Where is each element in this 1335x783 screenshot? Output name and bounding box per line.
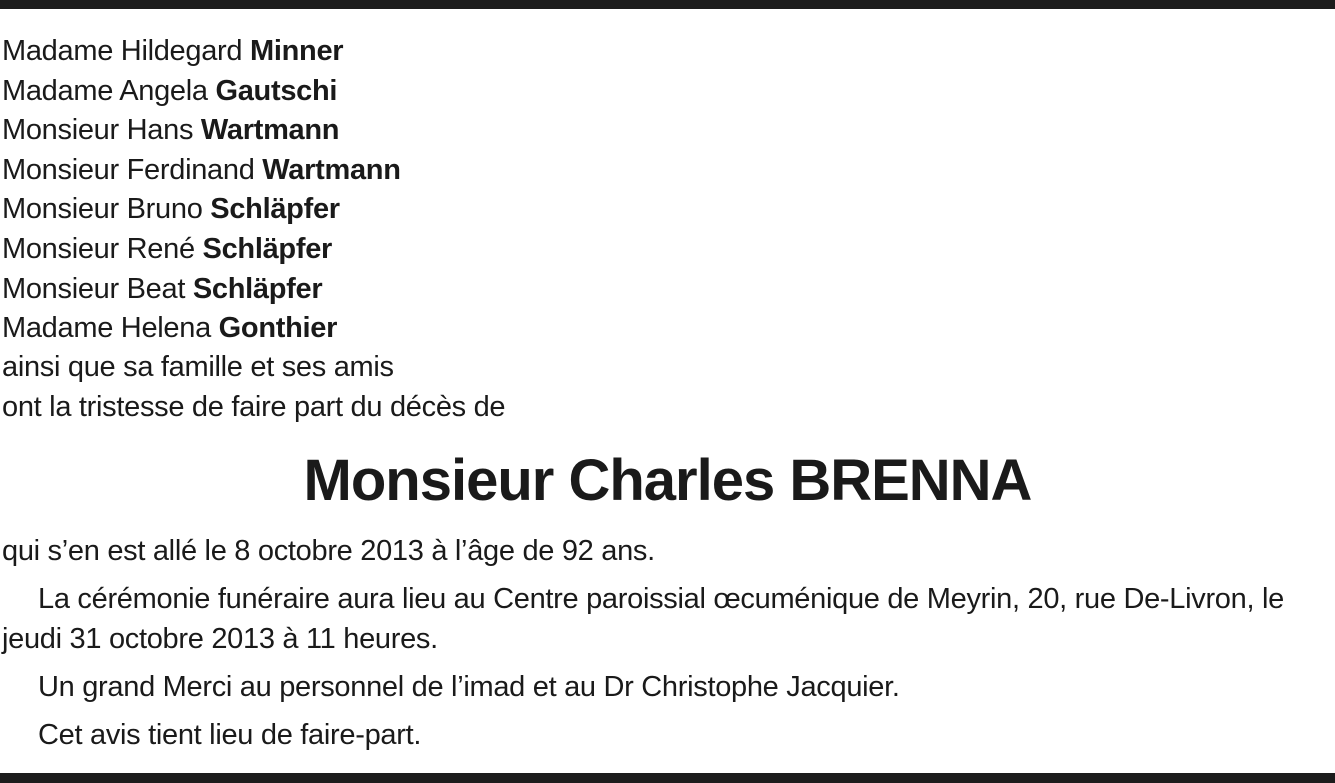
mourner-line bbox=[2, 230, 401, 270]
ceremony-paragraph: La cérémonie funéraire aura lieu au Centre paroissial œcuménique de Meyrin, 20, rue De-Livron, le jeudi 31 octobre 2013 à 11 heures. bbox=[2, 583, 1284, 655]
mourner-last-name: Schläpfer bbox=[202, 232, 333, 265]
mourner-title: Madame bbox=[2, 312, 114, 345]
bottom-rule bbox=[0, 773, 1335, 783]
mourners-list bbox=[2, 32, 401, 349]
mourner-last-name: Gautschi bbox=[215, 74, 338, 107]
mourner-first-name: Bruno bbox=[126, 193, 203, 226]
mourner-last-name: Schläpfer bbox=[192, 272, 323, 305]
thanks-paragraph: Un grand Merci au personnel de l’imad et au Dr Christophe Jacquier. bbox=[38, 671, 900, 703]
age-line: qui s’en est allé le 8 octobre 2013 à l’âge de 92 ans. bbox=[2, 535, 655, 567]
top-rule bbox=[0, 0, 1335, 9]
mourner-title: Monsieur bbox=[2, 114, 119, 147]
deceased-name-heading: Monsieur Charles BRENNA bbox=[303, 448, 1032, 513]
mourner-last-name: Minner bbox=[250, 35, 344, 67]
mourner-line bbox=[2, 190, 401, 230]
mourner-last-name: Wartmann bbox=[262, 153, 401, 186]
mourner-line bbox=[2, 151, 401, 191]
notice-paragraph: Cet avis tient lieu de faire-part. bbox=[38, 719, 422, 751]
notice-body bbox=[2, 531, 1332, 755]
mourner-title: Monsieur bbox=[2, 193, 119, 226]
mourner-title: Monsieur bbox=[2, 232, 119, 265]
mourner-first-name: Helena bbox=[120, 312, 211, 345]
mourner-first-name: Angela bbox=[119, 74, 208, 107]
mourner-first-name: Hans bbox=[126, 114, 194, 147]
mourner-line bbox=[2, 270, 401, 310]
announcement-intro bbox=[2, 348, 505, 427]
mourner-first-name: Ferdinand bbox=[126, 153, 255, 186]
intro-line-family: ainsi que sa famille et ses amis bbox=[2, 351, 394, 383]
mourner-first-name: Hildegard bbox=[120, 35, 243, 67]
mourner-line bbox=[2, 309, 401, 349]
mourner-line bbox=[2, 32, 401, 72]
intro-line-announcement: ont la tristesse de faire part du décès de bbox=[2, 390, 506, 423]
mourner-last-name: Wartmann bbox=[200, 114, 340, 147]
mourner-line bbox=[2, 72, 401, 112]
mourner-last-name: Schläpfer bbox=[210, 193, 340, 226]
mourner-title: Monsieur bbox=[2, 153, 119, 186]
mourner-first-name: René bbox=[126, 232, 195, 265]
mourner-line bbox=[2, 111, 401, 151]
mourner-first-name: Beat bbox=[126, 272, 186, 305]
mourner-title: Madame bbox=[2, 35, 114, 67]
mourner-last-name: Gonthier bbox=[218, 312, 338, 345]
mourner-title: Madame bbox=[2, 74, 114, 107]
mourner-title: Monsieur bbox=[2, 272, 119, 305]
